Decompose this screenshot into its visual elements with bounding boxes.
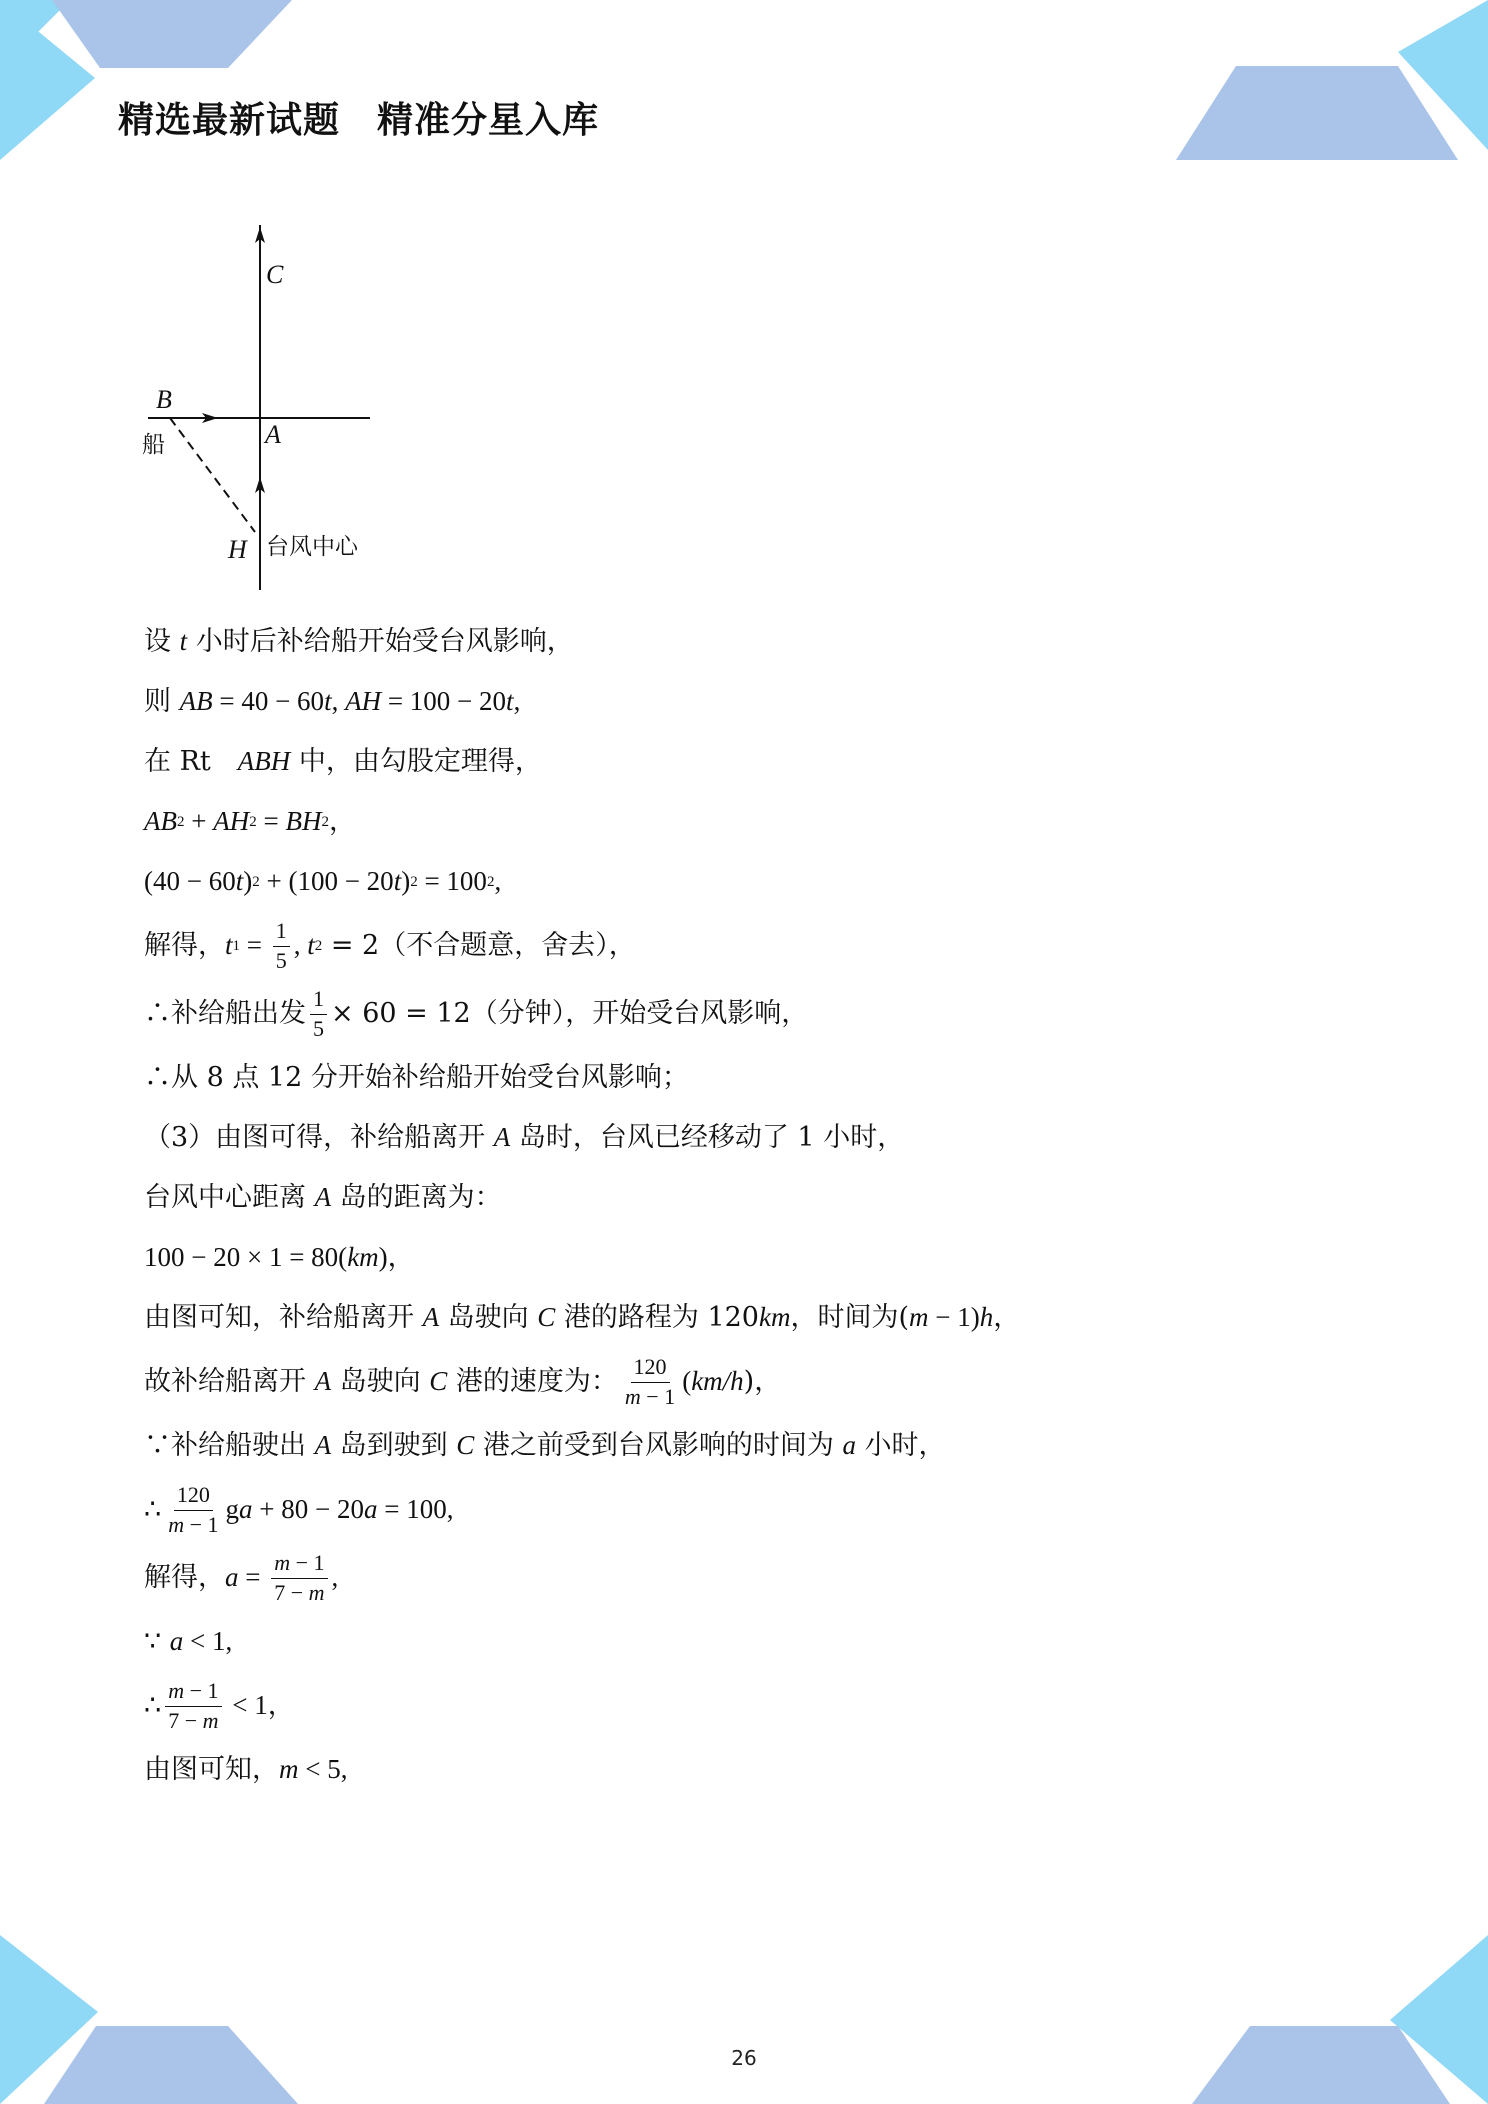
- page-number: 26: [731, 2046, 757, 2070]
- solution-line: 解得， a = $\frac{m - 1}{7 - m}$ ,: [144, 1550, 339, 1605]
- fraction: $\frac{120}{m - 1}$: [624, 1354, 676, 1409]
- fraction: $\frac{1}{5}$: [310, 987, 327, 1040]
- solution-line: 则 AB = 40 − 60 t , AH = 100 − 20 t ,: [144, 686, 521, 718]
- solution-line: ∴从 8 点 12 分开始补给船开始受台风影响；: [144, 1062, 689, 1094]
- label-H: H: [228, 535, 247, 564]
- solution-line: 设 t 小时后补给船开始受台风影响，: [144, 626, 574, 658]
- solution-line: 解得， t 1 = $\frac{1}{5}$ , t 2 = 2（不合题意，舍去），: [144, 918, 636, 973]
- solution-line: 故补给船离开 A 岛驶向 C 港的速度为： $\frac{120}{m - 1}$ ( km/h )，: [144, 1354, 782, 1409]
- solution-line: 在 Rt ABH 中，由勾股定理得，: [144, 746, 542, 778]
- top-right-trapezoid: [1176, 66, 1458, 160]
- dashed-line-BH: [170, 418, 255, 532]
- solution-line: （3）由图可得，补给船离开 A 岛时，台风已经移动了 1 小时，: [144, 1122, 905, 1154]
- fraction: $\frac{m - 1}{7 - m}$: [271, 1551, 327, 1604]
- solution-line: 100 − 20 × 1 = 80( km )，: [144, 1242, 415, 1273]
- solution-line: ∴ $\frac{m - 1}{7 - m}$ < 1，: [144, 1678, 295, 1733]
- label-C: C: [266, 260, 284, 289]
- geometry-figure: [130, 215, 390, 595]
- solution-line: 由图可知，补给船离开 A 岛驶向 C 港的路程为 120 km ，时间为( m − 1) h ，: [144, 1302, 1021, 1334]
- solution-line: 由图可知， m < 5,: [144, 1754, 348, 1786]
- solution-text: [144, 612, 1364, 1800]
- top-left-trapezoid: [52, 0, 292, 68]
- header-title: 精选最新试题 精准分星入库: [118, 100, 600, 141]
- fraction: $\frac{120}{m - 1}$: [168, 1482, 219, 1537]
- label-A: A: [265, 420, 281, 449]
- solution-line: ∵ a < 1,: [144, 1626, 233, 1658]
- solution-line: 台风中心距离 A 岛的距离为：: [144, 1182, 502, 1214]
- solution-line: ∴ $\frac{120}{m - 1}$ g a + 80 − 20 a = 100,: [144, 1482, 454, 1537]
- label-ship: 船: [142, 432, 165, 458]
- label-typhoon-center: 台风中心: [266, 534, 358, 560]
- fraction: $\frac{1}{5}$: [273, 919, 290, 972]
- solution-line: (40 − 60 t ) 2 + (100 − 20 t ) 2 = 100 2 ,: [144, 866, 502, 897]
- fraction: $\frac{m - 1}{7 - m}$: [165, 1679, 221, 1732]
- solution-line: AB 2 + AH 2 = BH 2 ，: [144, 806, 356, 838]
- solution-line: ∴补给船出发 $\frac{1}{5}$ × 60 = 12（分钟），开始受台风影响，: [144, 986, 809, 1041]
- label-B: B: [156, 385, 172, 414]
- solution-line: ∵补给船驶出 A 岛到驶到 C 港之前受到台风影响的时间为 a 小时，: [144, 1430, 946, 1462]
